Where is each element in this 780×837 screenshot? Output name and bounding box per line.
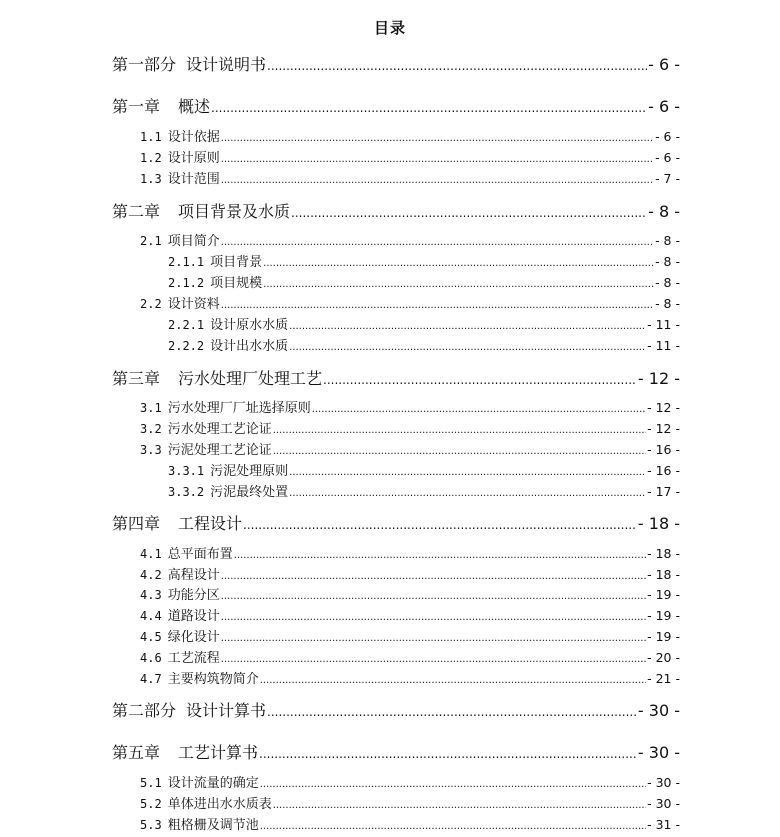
toc-entry-title: 项目规模: [210, 276, 263, 291]
toc-page-number: - 20 -: [647, 650, 680, 665]
toc-entry-label: [168, 335, 288, 354]
toc-entry[interactable]: [168, 314, 680, 333]
toc-entry[interactable]: [140, 126, 680, 145]
toc-entry[interactable]: [168, 251, 680, 270]
toc-entry-label: [140, 772, 259, 791]
toc-entry-number: 第二章: [112, 202, 161, 221]
toc-entry-label: [140, 230, 220, 249]
toc-entry-title: 高程设计: [167, 568, 220, 583]
toc-entry-title: 污水处理厂处理工艺: [178, 369, 323, 388]
toc-entry-title: 污泥处理工艺论证: [167, 443, 272, 458]
toc-entry-label: [140, 793, 272, 812]
toc-entry[interactable]: [168, 481, 680, 500]
toc-entry[interactable]: [140, 397, 680, 416]
toc-page-number: - 17 -: [647, 484, 680, 499]
toc-page-number: - 18 -: [647, 546, 680, 561]
toc-page-number: - 8 -: [655, 275, 680, 290]
toc-leader-dots: [260, 675, 646, 686]
toc-entry[interactable]: [140, 626, 680, 645]
toc-entry-label: [140, 626, 220, 645]
toc-entry-label: [168, 314, 288, 333]
toc-entry-label: [140, 126, 220, 145]
toc-entry-title: 设计原水水质: [210, 318, 289, 333]
toc-entry[interactable]: [140, 793, 680, 812]
toc-entry-title: 工艺计算书: [178, 743, 259, 762]
toc-entry-label: [140, 668, 259, 687]
toc-entry-number: 2.2: [140, 297, 162, 311]
toc-leader-dots: [211, 101, 647, 115]
toc-entry-label: [140, 439, 272, 458]
toc-entry-label: [112, 94, 210, 117]
toc-page-number: - 6 -: [655, 129, 680, 144]
toc-entry-number: 4.7: [140, 672, 162, 686]
toc-leader-dots: [221, 571, 646, 582]
toc-entry-number: 第一部分: [112, 55, 177, 74]
toc-entry-title: 项目简介: [167, 234, 220, 249]
toc-leader-dots: [267, 59, 647, 73]
toc-entry-number: 3.3.2: [168, 485, 205, 499]
toc-entry-label: [168, 460, 288, 479]
toc-entry[interactable]: [168, 272, 680, 291]
toc-entry-title: 主要构筑物简介: [167, 672, 259, 687]
toc-leader-dots: [323, 373, 637, 387]
toc-entry[interactable]: [112, 199, 680, 222]
toc-entry-title: 粗格栅及调节池: [167, 818, 259, 833]
toc-entry[interactable]: [140, 147, 680, 166]
toc-entry-number: 1.1: [140, 130, 162, 144]
toc-leader-dots: [221, 633, 646, 644]
toc-entry-label: [140, 168, 220, 187]
toc-entry-title: 设计说明书: [186, 55, 267, 74]
toc-entry-number: 第三章: [112, 369, 161, 388]
toc-entry[interactable]: [112, 52, 680, 75]
toc-entry-title: 道路设计: [167, 609, 220, 624]
toc-page-number: - 12 -: [637, 369, 680, 388]
toc-entry-number: 5.1: [140, 776, 162, 790]
toc-page-number: - 8 -: [655, 254, 680, 269]
toc-page-number: - 21 -: [647, 671, 680, 686]
toc-entry-number: 3.3: [140, 443, 162, 457]
toc-entry-title: 概述: [178, 97, 211, 116]
toc-entry[interactable]: [140, 543, 680, 562]
toc-entry-number: 4.1: [140, 547, 162, 561]
toc-leader-dots: [243, 518, 637, 532]
toc-entry-title: 设计资料: [167, 297, 220, 312]
toc-entry-label: [140, 147, 220, 166]
toc-entry-title: 工程设计: [178, 514, 243, 533]
toc-leader-dots: [221, 133, 654, 144]
toc-entry-number: 4.6: [140, 651, 162, 665]
toc-entry-number: 2.1.2: [168, 276, 205, 290]
toc-entry-label: [112, 511, 242, 534]
toc-entry[interactable]: [140, 584, 680, 603]
toc-entry-title: 绿化设计: [167, 630, 220, 645]
toc-entry-number: 1.3: [140, 172, 162, 186]
toc-leader-dots: [263, 258, 654, 269]
toc-entry-number: 第一章: [112, 97, 161, 116]
toc-entry-number: 5.2: [140, 797, 162, 811]
toc-page-number: - 30 -: [647, 775, 680, 790]
toc-entry-label: [112, 199, 290, 222]
toc-entry-number: 5.3: [140, 818, 162, 832]
toc-entry-title: 设计原则: [167, 151, 220, 166]
toc-leader-dots: [289, 321, 646, 332]
toc-page-number: - 8 -: [648, 202, 680, 221]
toc-page-number: - 12 -: [647, 421, 680, 436]
toc-entry-title: 污泥处理原则: [210, 464, 289, 479]
toc-entry-number: 3.1: [140, 401, 162, 415]
toc-entry-number: 4.4: [140, 609, 162, 623]
toc-entry-number: 3.3.1: [168, 464, 205, 478]
toc-entry-label: [112, 52, 266, 75]
toc-entry-title: 污水处理工艺论证: [167, 422, 272, 437]
toc-page-number: - 8 -: [655, 296, 680, 311]
toc-entry[interactable]: [140, 772, 680, 791]
toc-entry-title: 设计依据: [167, 130, 220, 145]
toc-entry[interactable]: [112, 366, 680, 389]
toc-leader-dots: [267, 705, 637, 719]
toc-leader-dots: [221, 175, 654, 186]
toc-entry[interactable]: [168, 335, 680, 354]
toc-page-number: - 16 -: [647, 442, 680, 457]
toc-page-number: - 19 -: [647, 587, 680, 602]
toc-entry[interactable]: [140, 647, 680, 666]
toc-entry-number: 2.1: [140, 234, 162, 248]
toc-entry[interactable]: [112, 511, 680, 534]
toc-entry[interactable]: [140, 418, 680, 437]
toc-entry-label: [140, 418, 272, 437]
toc-entry-number: 4.5: [140, 630, 162, 644]
toc-entry-number: 2.2.2: [168, 339, 205, 353]
toc-leader-dots: [234, 550, 646, 561]
toc-entry-number: 2.2.1: [168, 318, 205, 332]
toc-page-number: - 7 -: [655, 171, 680, 186]
toc-entry-number: 4.2: [140, 568, 162, 582]
toc-entry-number: 2.1.1: [168, 255, 205, 269]
toc-page-number: - 6 -: [655, 150, 680, 165]
toc-leader-dots: [273, 800, 646, 811]
toc-entry-label: [112, 698, 266, 721]
toc-leader-dots: [221, 654, 646, 665]
toc-leader-dots: [263, 279, 654, 290]
toc-entry[interactable]: [112, 740, 680, 763]
toc-entry-label: [140, 293, 220, 312]
toc-entry-number: 1.2: [140, 151, 162, 165]
toc-leader-dots: [289, 467, 646, 478]
toc-entry-label: [168, 272, 262, 291]
toc-entry-label: [140, 814, 259, 833]
toc-leader-dots: [221, 300, 654, 311]
toc-page-number: - 18 -: [637, 514, 680, 533]
toc-entry-title: 设计出水水质: [210, 339, 289, 354]
toc-entry-title: 项目背景: [210, 255, 263, 270]
toc-page-number: - 11 -: [647, 338, 680, 353]
toc-leader-dots: [221, 237, 654, 248]
toc-entry-label: [112, 366, 322, 389]
toc-page-number: - 31 -: [647, 817, 680, 832]
toc-entry-number: 第五章: [112, 743, 161, 762]
toc-entry[interactable]: [140, 564, 680, 583]
toc-page-number: - 11 -: [647, 317, 680, 332]
toc-page-number: - 30 -: [647, 796, 680, 811]
toc-entry[interactable]: [140, 293, 680, 312]
toc-leader-dots: [260, 821, 646, 832]
toc-entry-title: 单体进出水水质表: [167, 797, 272, 812]
toc-leader-dots: [221, 612, 646, 623]
toc-entry-number: 4.3: [140, 588, 162, 602]
toc-leader-dots: [273, 446, 646, 457]
toc-entry-label: [168, 251, 262, 270]
toc-entry-number: 3.2: [140, 422, 162, 436]
toc-entry-number: 第二部分: [112, 701, 177, 720]
toc-leader-dots: [289, 342, 646, 353]
toc-entry-label: [140, 397, 311, 416]
toc-entry-label: [140, 647, 220, 666]
toc-entry-title: 总平面布置: [167, 547, 233, 562]
toc-entry[interactable]: [140, 230, 680, 249]
toc-entry-title: 设计流量的确定: [167, 776, 259, 791]
toc-page-number: - 8 -: [655, 233, 680, 248]
toc-leader-dots: [289, 488, 646, 499]
toc-entry-title: 功能分区: [167, 588, 220, 603]
toc-entry[interactable]: [140, 605, 680, 624]
toc-entry[interactable]: [140, 814, 680, 833]
toc-entry-title: 污泥最终处置: [210, 485, 289, 500]
toc-leader-dots: [221, 591, 646, 602]
toc-leader-dots: [259, 747, 637, 761]
toc-page-number: - 18 -: [647, 567, 680, 582]
toc-entry[interactable]: [140, 668, 680, 687]
toc-entry[interactable]: [112, 698, 680, 721]
toc-leader-dots: [221, 154, 654, 165]
toc-entry-title: 污水处理厂厂址选择原则: [167, 401, 311, 416]
toc-entry[interactable]: [168, 460, 680, 479]
toc-entry-title: 设计计算书: [186, 701, 267, 720]
toc-entry[interactable]: [140, 439, 680, 458]
toc-entry-title: 工艺流程: [167, 651, 220, 666]
toc-entry-label: [140, 584, 220, 603]
toc-page-number: - 30 -: [637, 701, 680, 720]
toc-page-number: - 6 -: [648, 97, 680, 116]
toc-entry-label: [168, 481, 288, 500]
toc-entry-label: [112, 740, 258, 763]
toc-page-number: - 19 -: [647, 608, 680, 623]
toc-entry[interactable]: [140, 168, 680, 187]
toc-entry-label: [140, 564, 220, 583]
toc-leader-dots: [312, 404, 646, 415]
toc-page-number: - 6 -: [648, 55, 680, 74]
toc-entry[interactable]: [112, 94, 680, 117]
toc-entry-number: 第四章: [112, 514, 161, 533]
toc-entry-label: [140, 605, 220, 624]
toc-leader-dots: [273, 425, 646, 436]
toc-page-number: - 30 -: [637, 743, 680, 762]
toc-title: 目录: [373, 19, 406, 37]
toc-leader-dots: [291, 206, 647, 220]
toc-entry-title: 项目背景及水质: [178, 202, 291, 221]
toc-entry-title: 设计范围: [167, 172, 220, 187]
toc-entry-label: [140, 543, 233, 562]
toc-leader-dots: [260, 779, 646, 790]
toc-page-number: - 16 -: [647, 463, 680, 478]
toc-page-number: - 12 -: [647, 400, 680, 415]
toc-page-number: - 19 -: [647, 629, 680, 644]
